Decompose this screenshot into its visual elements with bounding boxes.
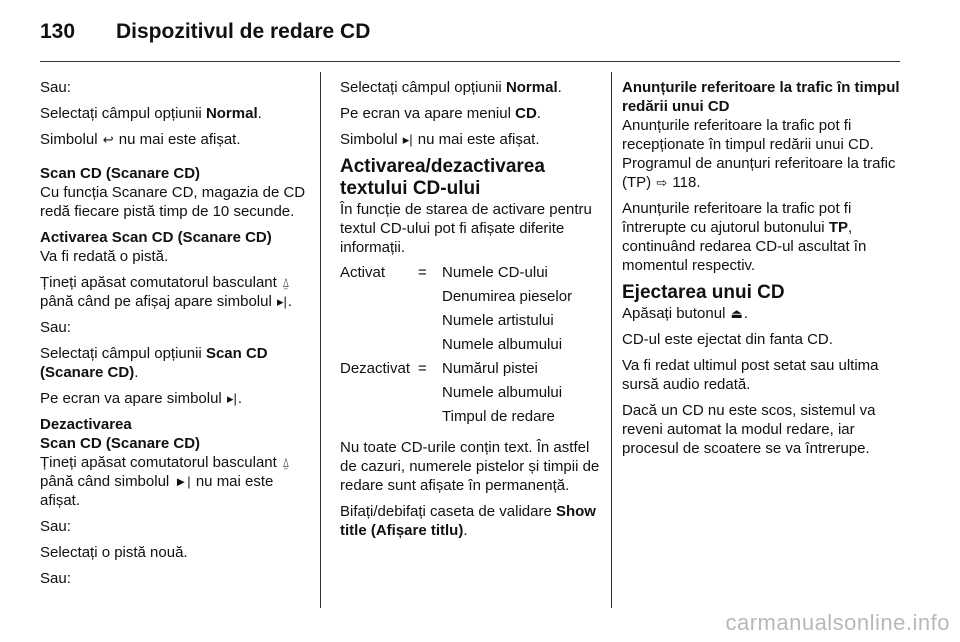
rocker-switch-icon: ⍙ [281, 275, 290, 290]
section-heading-scan: Scan CD (Scanare CD) [40, 165, 201, 182]
paragraph: CD-ul este ejectat din fanta CD. [622, 331, 833, 348]
rocker-switch-icon: ⍙ [281, 455, 290, 470]
table-row: Numele albumului [442, 384, 563, 401]
column-divider-1 [320, 72, 321, 608]
page-title: Dispozitivul de redare CD [116, 20, 371, 43]
paragraph: Dacă un CD nu este scos, sistemul va reveni automat la modul redare, iar procesul de scoatere se va întrerupe. [622, 402, 876, 457]
paragraph: Va fi redat ultimul post setat sau ultima sursă audio redată. [622, 357, 879, 393]
paragraph: Selectați câmpul opțiunii Scan CD (Scanare CD). [40, 345, 268, 381]
table-row: Activat = Numele CD-ului [340, 264, 548, 281]
table-row: Timpul de redare [442, 408, 555, 425]
subheading-deactivate-scan: Scan CD (Scanare CD) [40, 435, 201, 452]
paragraph: Sau: [40, 518, 71, 535]
paragraph: Țineți apăsat comutatorul basculant ⍙ până când simbolul ►| nu mai este afișat. [40, 454, 290, 509]
paragraph: Sau: [40, 570, 71, 587]
column-2 [340, 78, 606, 547]
play-skip-icon: ►| [174, 474, 191, 489]
paragraph: Țineți apăsat comutatorul basculant ⍙ până când pe afișaj apare simbolul ▸|. [40, 274, 293, 310]
subheading-deactivate: Dezactivarea [40, 416, 132, 433]
paragraph: Simbolul ↩ nu mai este afișat. [40, 131, 241, 148]
section-heading-eject: Ejectarea unui CD [622, 282, 785, 303]
column-1 [40, 78, 308, 595]
column-3 [622, 78, 906, 465]
play-next-icon: ▸| [402, 132, 413, 147]
paragraph: Selectați câmpul opțiunii Normal. [40, 105, 262, 122]
subheading-activate: Activarea Scan CD (Scanare CD) [40, 229, 272, 246]
paragraph: Nu toate CD-urile conțin text. În astfel de cazuri, numerele pistelor și timpii de redare sunt afișate în permanență. [340, 439, 600, 494]
paragraph: Anunțurile referitoare la trafic pot fi întrerupte cu ajutorul butonului TP, continuând redarea CD-ul ascultat în momentul respectiv. [622, 200, 867, 274]
page-reference[interactable]: 118 [672, 174, 697, 191]
paragraph: Pe ecran va apare simbolul ▸|. [40, 390, 243, 407]
paragraph: Bifați/debifați caseta de validare Show title (Afișare titlu). [340, 503, 596, 539]
header-divider [40, 61, 900, 62]
eject-icon: ⏏ [730, 306, 743, 321]
table-row: Numele artistului [442, 312, 554, 329]
paragraph: Cu funcția Scanare CD, magazia de CD redă fiecare pistă timp de 10 secunde. [40, 184, 306, 220]
reference-arrow-icon: ⇨ [656, 175, 668, 190]
page-number: 130 [40, 20, 76, 43]
cd-text-options-table [340, 264, 572, 432]
paragraph: Simbolul ▸| nu mai este afișat. [340, 131, 540, 148]
repeat-icon: ↩ [102, 132, 114, 147]
paragraph: Selectați câmpul opțiunii Normal. [340, 79, 562, 96]
play-next-icon: ▸| [277, 294, 287, 309]
section-heading-cd-text: Activarea/dezactivarea textului CD-ului [340, 156, 545, 199]
paragraph: Pe ecran va apare meniul CD. [340, 105, 541, 122]
table-row: Numele albumului [442, 336, 563, 353]
column-divider-2 [611, 72, 612, 608]
paragraph: Selectați o pistă nouă. [40, 544, 188, 561]
table-row: Denumirea pieselor [442, 288, 573, 305]
paragraph: Va fi redată o pistă. [40, 248, 169, 265]
watermark: carmanualsonline.info [725, 610, 950, 635]
paragraph: Apăsați butonul ⏏. [622, 305, 749, 322]
paragraph: Anunțurile referitoare la trafic pot fi recepționate în timpul redării unui CD. Programul de anunțuri referitoare la trafic (TP) ⇨ 118. [622, 117, 896, 191]
table-row: Dezactivat = Numărul pistei [340, 360, 538, 377]
paragraph: În funcție de starea de activare pentru textul CD-ului pot fi afișate diferite informații. [340, 201, 592, 256]
paragraph: Sau: [40, 79, 71, 96]
paragraph: Sau: [40, 319, 71, 336]
play-next-icon: ▸| [226, 391, 237, 406]
section-heading-traffic: Anunțurile referitoare la trafic în timpul redării unui CD [622, 79, 900, 115]
